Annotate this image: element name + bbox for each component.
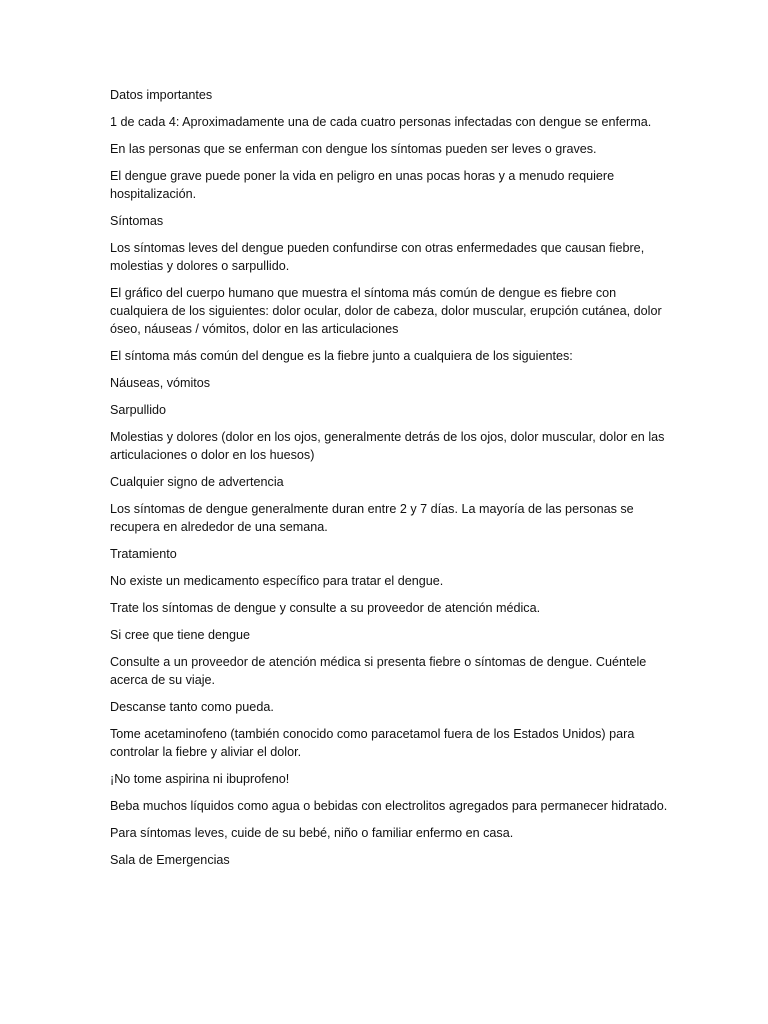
warning-paragraph: ¡No tome aspirina ni ibuprofeno! — [110, 772, 290, 786]
paragraph: 1 de cada 4: Aproximadamente una de cada cuatro personas infectadas con dengue se enferma. — [110, 115, 652, 129]
paragraph: Beba muchos líquidos como agua o bebidas con electrolitos agregados para permanecer hidratado. — [110, 799, 668, 813]
paragraph: Consulte a un proveedor de atención médica si presenta fiebre o síntomas de dengue. Cuéntele acerca de su viaje. — [110, 655, 647, 687]
document-page — [110, 86, 670, 878]
paragraph: No existe un medicamento específico para tratar el dengue. — [110, 574, 444, 588]
symptom-item: Molestias y dolores (dolor en los ojos, generalmente detrás de los ojos, dolor muscular, dolor en las articulaciones o dolor en los huesos) — [110, 430, 665, 462]
section-heading-tratamiento: Tratamiento — [110, 547, 177, 561]
paragraph: Descanse tanto como pueda. — [110, 700, 274, 714]
symptom-item: Náuseas, vómitos — [110, 376, 211, 390]
paragraph: Trate los síntomas de dengue y consulte a su proveedor de atención médica. — [110, 601, 541, 615]
section-heading-si-cree-que-tiene-dengue: Si cree que tiene dengue — [110, 628, 251, 642]
paragraph: En las personas que se enferman con dengue los síntomas pueden ser leves o graves. — [110, 142, 597, 156]
section-heading-datos-importantes: Datos importantes — [110, 88, 213, 102]
section-heading-sala-de-emergencias: Sala de Emergencias — [110, 853, 230, 867]
paragraph: Los síntomas de dengue generalmente duran entre 2 y 7 días. La mayoría de las personas se recupera en alrededor de una semana. — [110, 502, 634, 534]
paragraph: El gráfico del cuerpo humano que muestra el síntoma más común de dengue es fiebre con cualquiera de los siguientes: dolor ocular, dolor de cabeza, dolor muscular, erupción cutánea, dolor óseo, náuseas / vómitos, dolor en las articulaciones — [110, 286, 662, 336]
section-heading-sintomas: Síntomas — [110, 214, 164, 228]
paragraph: Para síntomas leves, cuide de su bebé, niño o familiar enfermo en casa. — [110, 826, 514, 840]
paragraph: Tome acetaminofeno (también conocido como paracetamol fuera de los Estados Unidos) para controlar la fiebre y aliviar el dolor. — [110, 727, 635, 759]
symptom-item: Sarpullido — [110, 403, 167, 417]
paragraph: Los síntomas leves del dengue pueden confundirse con otras enfermedades que causan fiebre, molestias y dolores o sarpullido. — [110, 241, 645, 273]
paragraph: El dengue grave puede poner la vida en peligro en unas pocas horas y a menudo requiere hospitalización. — [110, 169, 615, 201]
symptom-item: Cualquier signo de advertencia — [110, 475, 284, 489]
paragraph: El síntoma más común del dengue es la fiebre junto a cualquiera de los siguientes: — [110, 349, 573, 363]
